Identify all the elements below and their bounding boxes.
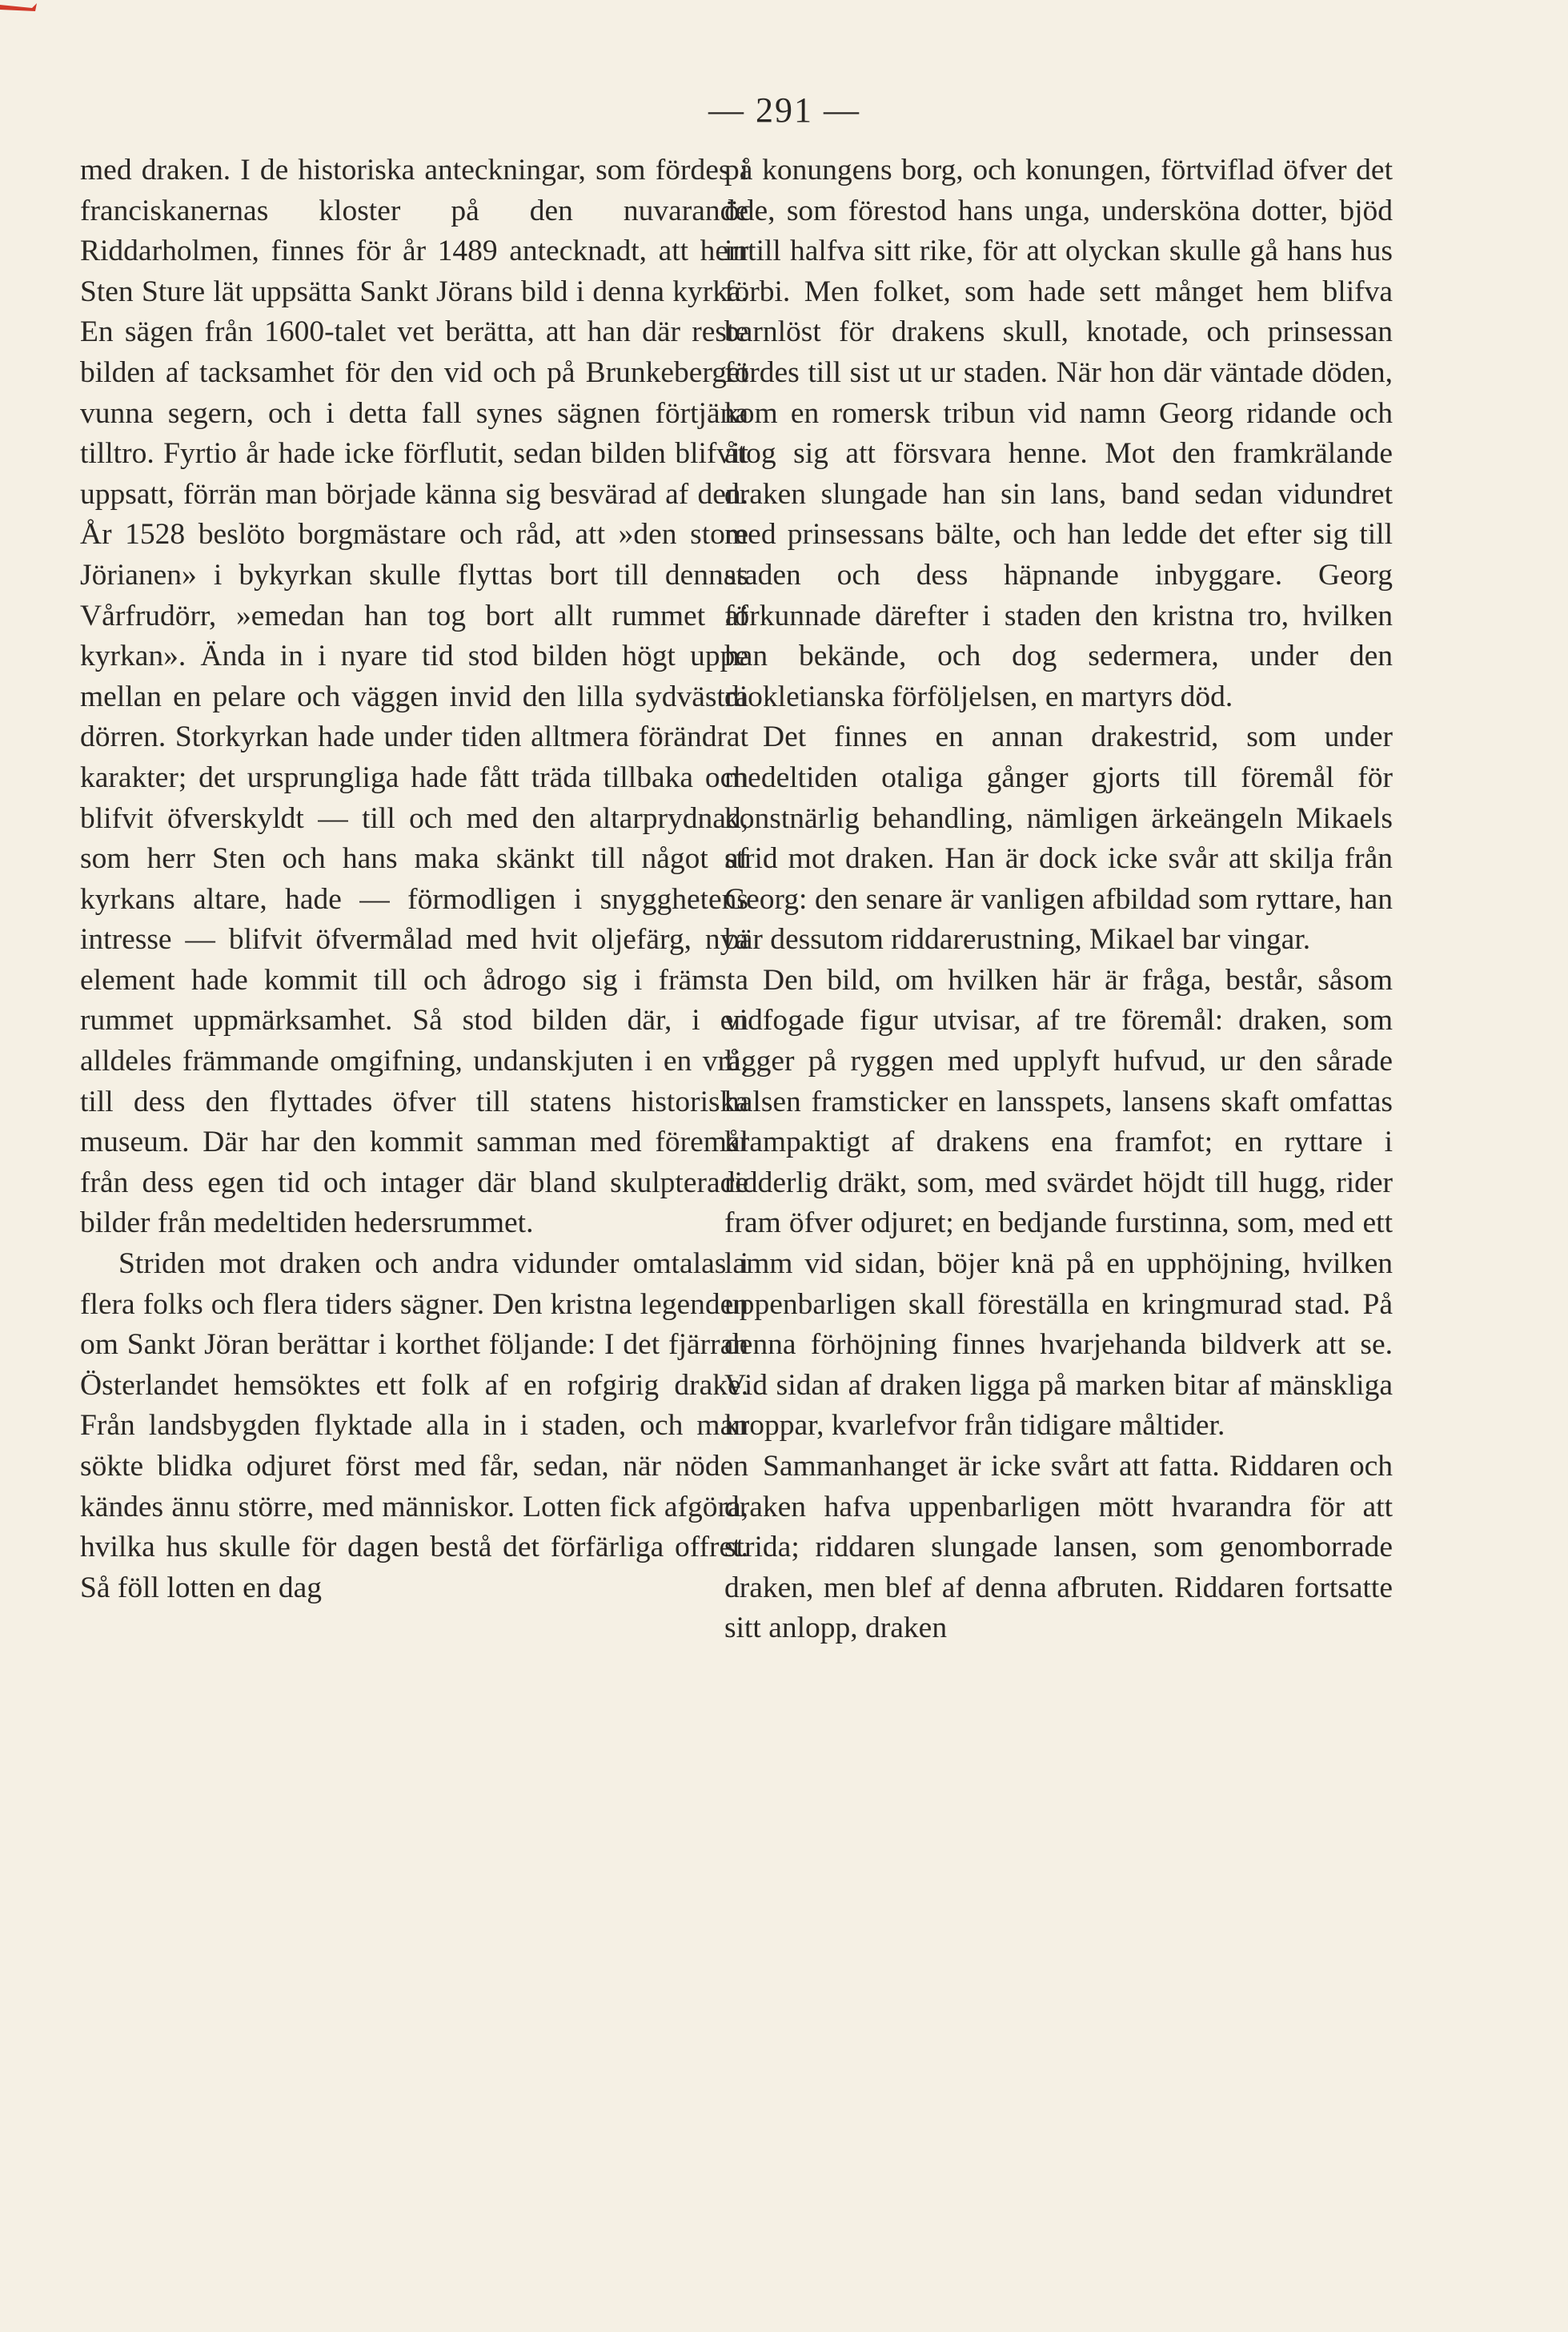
paragraph: på konungens borg, och konungen, förtviflad öfver det öde, som förestod hans unga, undersköna dotter, bjöd intill halfva sitt rike, för att olyckan skulle gå hans hus förbi. Men folket, som hade sett månget hem blifva barnlöst för drakens skull, knotade, och prinsessan fördes till sist ut ur staden. När hon där väntade döden, kom en romersk tribun vid namn Georg ridande och åtog sig att försvara henne. Mot den framkrälande draken slungade han sin lans, band sedan vidundret med prinsessans bälte, och han ledde det efter sig till staden och dess häpnande inbyggare. Georg förkunnade därefter i staden den kristna tro, hvilken han bekände, och dog sedermera, under den diokletianska förföljelsen, en martyrs död. — [724, 154, 1393, 713]
scan-mark-icon — [0, 0, 48, 18]
paragraph: Den bild, om hvilken här är fråga, består, såsom vidfogade figur utvisar, af tre föremål: draken, som ligger på ryggen med upplyft hufvud, ur den sårade halsen framsticker en lansspets, lansens skaft omfattas krampaktigt af drakens ena framfot; en ryttare i ridderlig dräkt, som, med svärdet höjdt till hugg, rider fram öfver odjuret; en bedjande furstinna, som, med ett lamm vid sidan, böjer knä på en upphöjning, hvilken uppenbarligen skall föreställa en kringmurad stad. På denna förhöjning finnes hvarjehanda bildverk att se. Vid sidan af draken ligga på marken bitar af mänskliga kroppar, kvarlefvor från tidigare måltider. — [724, 963, 1393, 1443]
paragraph: med draken. I de historiska anteckningar, som fördes i franciskanernas kloster på den nuvarande Riddarholmen, finnes för år 1489 antecknadt, att herr Sten Sture lät uppsätta Sankt Jörans bild i denna kyrka. En sägen från 1600-talet vet berätta, att han där reste bilden af tacksamhet för den vid och på Brunkeberget vunna segern, och i detta fall synes sägnen förtjäna tilltro. Fyrtio år hade icke förflutit, sedan bilden blifvit uppsatt, förrän man började känna sig besvärad af den. År 1528 beslöto borgmästare och råd, att »den store Jörianen» i bykyrkan skulle flyttas bort till dennas Vårfrudörr, »emedan han tog bort allt rummet af kyrkan». Ända in i nyare tid stod bilden högt uppe mellan en pelare och väggen invid den lilla sydvästra dörren. Storkyrkan hade under tiden alltmera förändrat karakter; det ursprungliga hade fått träda tillbaka och blifvit öfverskyldt — till och med den altarprydnad, som herr Sten och hans maka skänkt till något af kyrkans altare, hade — förmodligen i snygghetens intresse — blifvit öfvermålad med hvit oljefärg, nya element hade kommit till och ådrogo sig i främsta rummet uppmärksamhet. Så stod bilden där, i en alldeles främmande omgifning, undanskjuten i en vrå, till dess den flyttades öfver till statens historiska museum. Där har den kommit samman med föremål från dess egen tid och intager där bland skulpterade bilder från medeltiden hedersrummet. — [80, 154, 748, 1240]
left-column — [80, 151, 748, 1608]
paragraph: Det finnes en annan drakestrid, som under medeltiden otaliga gånger gjorts till föremål för konstnärlig behandling, nämligen ärkeängeln Mikaels strid mot draken. Han är dock icke svår att skilja från Georg: den senare är vanligen afbildad som ryttare, han bär dessutom riddarerustning, Mikael bar vingar. — [724, 720, 1393, 957]
right-column — [724, 151, 1393, 1649]
page-number: — 291 — — [708, 90, 860, 130]
paragraph: Sammanhanget är icke svårt att fatta. Riddaren och draken hafva uppenbarligen mött hvarandra för att strida; riddaren slungade lansen, som genomborrade draken, men blef af denna afbruten. Riddaren fortsatte sitt anlopp, draken — [724, 1450, 1393, 1645]
paragraph: Striden mot draken och andra vidunder omtalas i flera folks och flera tiders sägner. Den kristna legenden om Sankt Jöran berättar i korthet följande: I det fjärran Österlandet hemsöktes ett folk af en rofgirig drake. Från landsbygden flyktade alla in i staden, och man sökte blidka odjuret först med får, sedan, när nöden kändes ännu större, med människor. Lotten fick afgöra, hvilka hus skulle för dagen bestå det förfärliga offret. Så föll lotten en dag — [80, 1247, 748, 1604]
